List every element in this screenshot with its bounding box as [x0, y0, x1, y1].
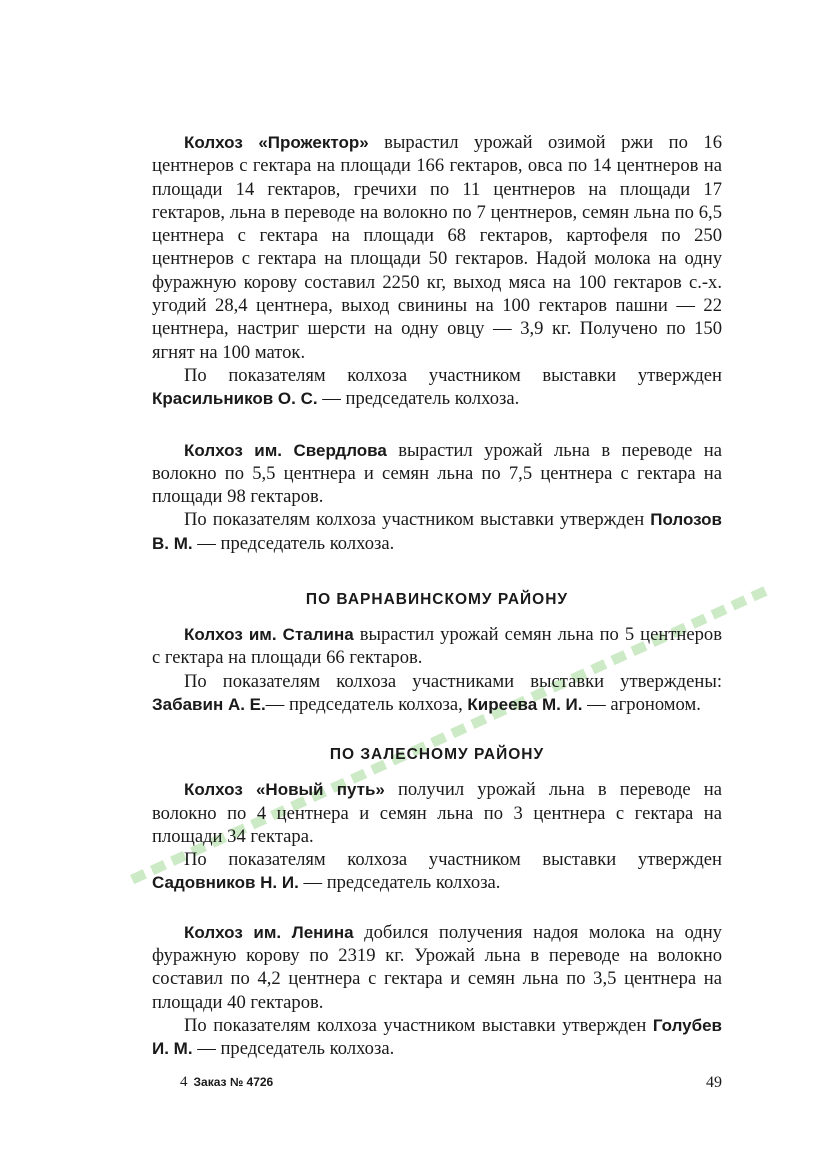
- paragraph-text: добился получения надоя молока на одну фуражную корову по 2319 кг. Урожай льна в переводе на волокно составил по 4,2 центнера с гектара и семян льна по 3,5 центнера на площади 40 гектаров.: [152, 921, 722, 1013]
- section-heading: ПО ВАРНАВИНСКОМУ РАЙОНУ: [305, 591, 569, 609]
- paragraph-text: — агрономом.: [582, 693, 701, 715]
- paragraph-text: По показателям колхоза участником выставки утвержден: [184, 849, 722, 871]
- paragraph-text: — председатель колхоза.: [192, 532, 395, 554]
- participant-name: Забавин А. Е.: [152, 694, 266, 714]
- paragraph-text: — председатель колхоза,: [265, 693, 468, 715]
- paragraph-text: По показателям колхоза участником выставки утвержден: [184, 1014, 653, 1036]
- participant-name: Садовников Н. И.: [152, 873, 299, 893]
- participant-name: Голубев И. М.: [152, 1015, 722, 1059]
- paragraph-text: По показателям колхоза участниками выставки утверждены:: [184, 670, 722, 692]
- paragraph-text: — председатель колхоза.: [317, 388, 520, 410]
- participant-name: Киреева М. И.: [467, 694, 583, 714]
- printer-signature: [180, 1074, 273, 1091]
- paragraph-text: — председатель колхоза.: [192, 1038, 395, 1060]
- page-content: [152, 131, 722, 1061]
- paragraph-participant: [152, 364, 722, 411]
- paragraph-novy-put: [152, 778, 722, 848]
- paragraph-text: По показателям колхоза участником выставки утвержден: [184, 509, 651, 531]
- section-heading: ПО ЗАЛЕСНОМУ РАЙОНУ: [329, 746, 545, 764]
- signature-mark: 4: [180, 1074, 188, 1090]
- paragraph-participant: [152, 508, 722, 555]
- paragraph-participant: [152, 848, 722, 895]
- paragraph-text: По показателям колхоза участником выставки утвержден: [184, 364, 722, 386]
- kolkhoz-name: Колхоз «Новый путь»: [184, 780, 385, 800]
- paragraph-lenin: [152, 921, 722, 1014]
- kolkhoz-name: Колхоз «Прожектор»: [184, 133, 369, 152]
- paragraph-sverdlov: [152, 439, 722, 509]
- paragraph-text: вырастил урожай озимой ржи по 16 центнеров с гектара на площади 166 гектаров, овса по 14 центнеров на площади 14 гектаров, гречихи по 11 центнеров на площади 17 гектаров, льна в переводе на волокно по 7 центнеров, семян льна по 6,5 центнера с гектара на площади 68 гектаров, картофеля по 250 центнеров с гектара на площади 50 гектаров. Надой молока на одну фуражную корову составил 2250 кг, выход мяса на 100 гектаров с.-х. угодий 28,4 центнера, выход свинины на 100 гектаров пашни — 22 центнера, настриг шерсти на одну овцу — 3,9 кг. Получено по 150 ягнят на 100 маток.: [152, 132, 722, 363]
- kolkhoz-name: Колхоз им. Свердлова: [184, 440, 387, 460]
- paragraph-prozhektor: [152, 131, 722, 364]
- order-number: Заказ № 4726: [193, 1075, 274, 1089]
- participant-name: Полозов В. М.: [152, 510, 722, 553]
- page-number: 49: [706, 1074, 722, 1091]
- paragraph-text: получил урожай льна в переводе на волокно по 4 центнера и семян льна по 3 центнера с гектара на площади 34 гектара.: [152, 779, 722, 847]
- kolkhoz-name: Колхоз им. Ленина: [184, 922, 354, 942]
- paragraph-participant: [152, 1014, 722, 1061]
- paragraph-text: — председатель колхоза.: [298, 872, 501, 894]
- paragraph-stalin: [152, 623, 722, 670]
- paragraph-text: вырастил урожай семян льна по 5 центнеров с гектара на площади 66 гектаров.: [152, 624, 722, 669]
- paragraph-text: вырастил урожай льна в переводе на волокно по 5,5 центнера и семян льна по 7,5 центнера с гектара на площади 98 гектаров.: [152, 439, 723, 508]
- kolkhoz-name: Колхоз им. Сталина: [184, 625, 354, 645]
- participant-name: Красильников О. С.: [152, 389, 318, 409]
- paragraph-participants: [152, 670, 722, 717]
